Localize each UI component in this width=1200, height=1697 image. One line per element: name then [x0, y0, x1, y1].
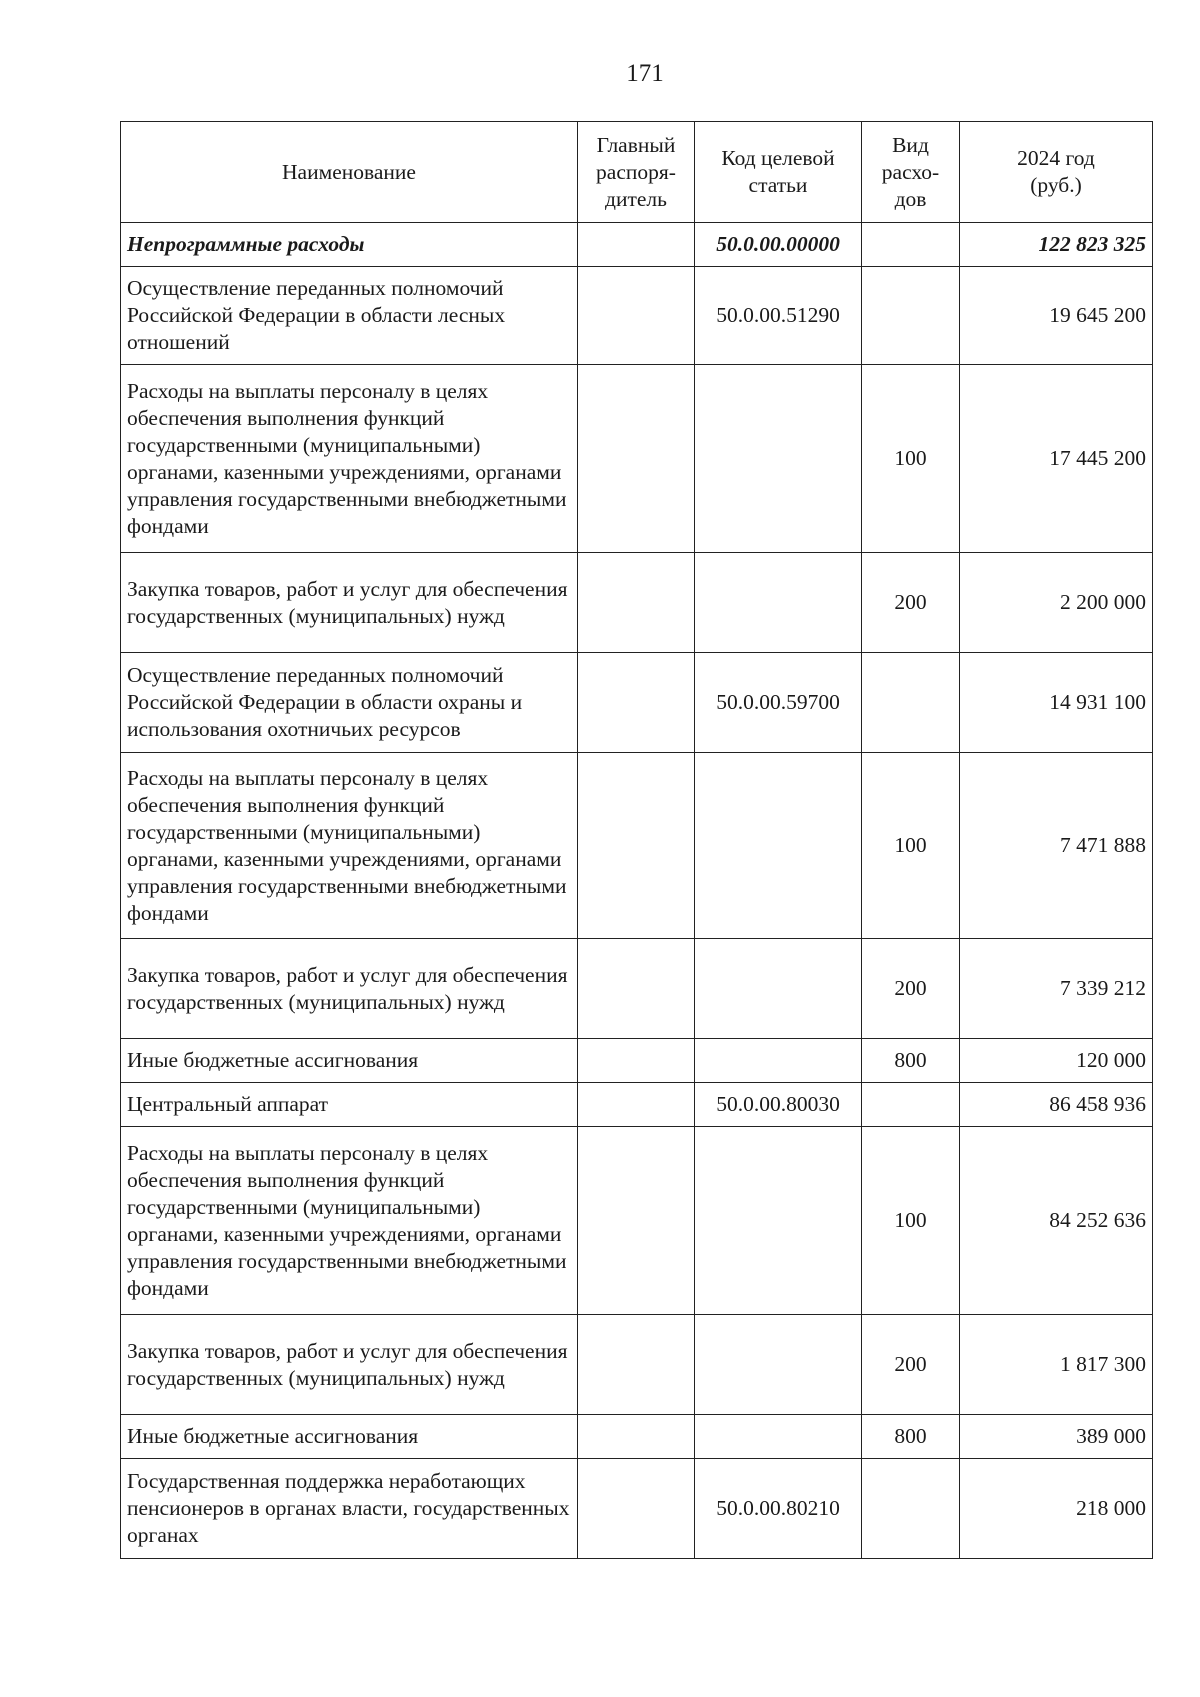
table-row	[121, 939, 1153, 1039]
row-expense-type	[862, 267, 960, 365]
header-expense-type: Вид расхо- дов	[862, 122, 960, 223]
row-code: 50.0.00.00000	[695, 223, 862, 267]
row-main-admin	[578, 1459, 695, 1559]
row-amount: 389 000	[960, 1415, 1153, 1459]
row-main-admin	[578, 1039, 695, 1083]
row-expense-type	[862, 653, 960, 753]
table-row	[121, 1415, 1153, 1459]
row-amount: 2 200 000	[960, 553, 1153, 653]
row-name: Закупка товаров, работ и услуг для обеспечения государственных (муниципальных) нужд	[121, 939, 578, 1039]
table-row	[121, 1127, 1153, 1315]
table-header-row	[121, 122, 1153, 223]
row-code	[695, 365, 862, 553]
row-amount: 218 000	[960, 1459, 1153, 1559]
table-row	[121, 553, 1153, 653]
row-main-admin	[578, 267, 695, 365]
row-code	[695, 753, 862, 939]
row-code	[695, 1039, 862, 1083]
row-code	[695, 1415, 862, 1459]
row-amount: 7 339 212	[960, 939, 1153, 1039]
table-row	[121, 1039, 1153, 1083]
row-name: Расходы на выплаты персоналу в целях обеспечения выполнения функций государственными (муниципальными) органами, казенными учреждениями, органами управления государственными внебюджетными фондами	[121, 365, 578, 553]
row-code	[695, 939, 862, 1039]
table-row	[121, 1315, 1153, 1415]
row-code: 50.0.00.59700	[695, 653, 862, 753]
table-row	[121, 223, 1153, 267]
row-amount: 122 823 325	[960, 223, 1153, 267]
row-code	[695, 553, 862, 653]
row-amount: 86 458 936	[960, 1083, 1153, 1127]
row-expense-type: 200	[862, 1315, 960, 1415]
row-name: Закупка товаров, работ и услуг для обеспечения государственных (муниципальных) нужд	[121, 553, 578, 653]
row-main-admin	[578, 653, 695, 753]
table-row	[121, 1083, 1153, 1127]
row-amount: 7 471 888	[960, 753, 1153, 939]
table-row	[121, 365, 1153, 553]
row-code: 50.0.00.80030	[695, 1083, 862, 1127]
row-amount: 120 000	[960, 1039, 1153, 1083]
row-name: Иные бюджетные ассигнования	[121, 1039, 578, 1083]
header-main-admin: Главный распоря- дитель	[578, 122, 695, 223]
row-main-admin	[578, 1083, 695, 1127]
row-expense-type: 200	[862, 939, 960, 1039]
row-main-admin	[578, 223, 695, 267]
row-main-admin	[578, 553, 695, 653]
row-expense-type	[862, 1459, 960, 1559]
row-name: Расходы на выплаты персоналу в целях обеспечения выполнения функций государственными (муниципальными) органами, казенными учреждениями, органами управления государственными внебюджетными фондами	[121, 753, 578, 939]
table-row	[121, 267, 1153, 365]
row-main-admin	[578, 1415, 695, 1459]
row-expense-type	[862, 223, 960, 267]
row-expense-type: 100	[862, 365, 960, 553]
row-main-admin	[578, 1315, 695, 1415]
budget-table	[120, 121, 1153, 1559]
row-code: 50.0.00.80210	[695, 1459, 862, 1559]
row-main-admin	[578, 365, 695, 553]
table-row	[121, 1459, 1153, 1559]
row-main-admin	[578, 1127, 695, 1315]
row-main-admin	[578, 939, 695, 1039]
row-expense-type: 100	[862, 753, 960, 939]
header-code: Код целевой статьи	[695, 122, 862, 223]
row-name: Осуществление переданных полномочий Российской Федерации в области охраны и использования охотничьих ресурсов	[121, 653, 578, 753]
header-name: Наименование	[121, 122, 578, 223]
row-amount: 17 445 200	[960, 365, 1153, 553]
row-amount: 14 931 100	[960, 653, 1153, 753]
row-amount: 84 252 636	[960, 1127, 1153, 1315]
row-name: Государственная поддержка неработающих пенсионеров в органах власти, государственных органах	[121, 1459, 578, 1559]
header-amount: 2024 год (руб.)	[960, 122, 1153, 223]
page-number: 171	[626, 60, 664, 87]
row-main-admin	[578, 753, 695, 939]
row-code	[695, 1315, 862, 1415]
row-expense-type: 800	[862, 1415, 960, 1459]
row-name: Центральный аппарат	[121, 1083, 578, 1127]
row-expense-type: 100	[862, 1127, 960, 1315]
row-code	[695, 1127, 862, 1315]
row-name: Иные бюджетные ассигнования	[121, 1415, 578, 1459]
row-amount: 1 817 300	[960, 1315, 1153, 1415]
row-expense-type: 800	[862, 1039, 960, 1083]
row-name: Закупка товаров, работ и услуг для обеспечения государственных (муниципальных) нужд	[121, 1315, 578, 1415]
row-code: 50.0.00.51290	[695, 267, 862, 365]
row-name: Непрограммные расходы	[121, 223, 578, 267]
table-row	[121, 753, 1153, 939]
row-name: Расходы на выплаты персоналу в целях обеспечения выполнения функций государственными (муниципальными) органами, казенными учреждениями, органами управления государственными внебюджетными фондами	[121, 1127, 578, 1315]
row-amount: 19 645 200	[960, 267, 1153, 365]
table-row	[121, 653, 1153, 753]
row-expense-type	[862, 1083, 960, 1127]
row-expense-type: 200	[862, 553, 960, 653]
row-name: Осуществление переданных полномочий Российской Федерации в области лесных отношений	[121, 267, 578, 365]
